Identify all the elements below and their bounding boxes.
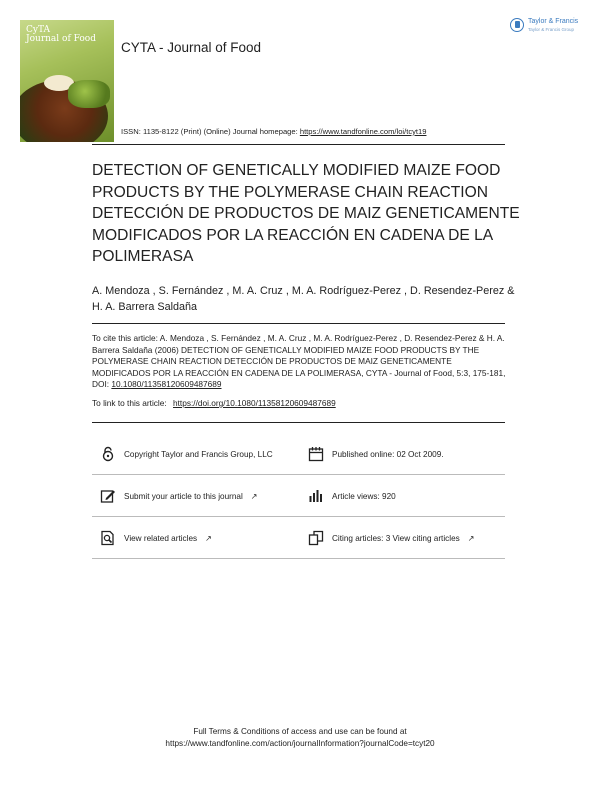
citation-block	[92, 333, 512, 391]
bar-chart-icon	[308, 488, 324, 504]
related-articles-row[interactable]	[100, 530, 212, 546]
copyright-row	[100, 446, 273, 462]
edit-icon	[100, 488, 116, 504]
journal-name[interactable]: CYTA - Journal of Food	[121, 40, 262, 55]
citation-icon	[308, 530, 324, 546]
article-authors: A. Mendoza , S. Fernández , M. A. Cruz , M. A. Rodríguez-Perez , D. Resendez-Perez & H. A. Barrera Saldaña	[92, 285, 515, 313]
publisher-logo-name: Taylor & Francis	[528, 18, 579, 25]
terms-footer-text: Full Terms & Conditions of access and use can be found at	[193, 727, 407, 736]
external-link-icon: ↗	[205, 533, 212, 543]
article-link-label: To link to this article:	[92, 398, 167, 408]
journal-homepage-link[interactable]: https://www.tandfonline.com/loi/tcyt19	[299, 127, 427, 136]
journal-cover-image[interactable]	[20, 20, 114, 142]
meta-divider	[92, 474, 505, 475]
terms-footer-link[interactable]: https://www.tandfonline.com/action/journalInformation?journalCode=tcyt20	[165, 739, 435, 748]
cover-title-line: Journal of Food	[26, 34, 96, 45]
citation-text: A. Mendoza , S. Fernández , M. A. Cruz , M. A. Rodríguez-Perez , D. Resendez-Perez & H. A. Barrera Saldaña (2006) DETECTION OF GENETICALLY MODIFIED MAIZE FOOD PRODUCTS BY THE POLYMERASE CHAIN REACTION DETECCIÓN DE PRODUCTOS DE MAIZ GENETICAMENTE MODIFICADOS POR LA REACCIÓN EN CADENA DE LA POLIMERASA, CYTA - Journal of Food, 5:3, 175-181, DOI:	[92, 333, 506, 389]
related-articles-link[interactable]: View related articles	[124, 533, 198, 543]
publisher-logo[interactable]	[510, 16, 586, 38]
submit-article-row[interactable]	[100, 488, 257, 504]
issn-line	[121, 127, 426, 136]
external-link-icon: ↗	[250, 491, 258, 501]
citing-articles-row[interactable]	[308, 530, 474, 546]
issn-text: ISSN: 1135-8122 (Print) (Online) Journal homepage:	[121, 127, 298, 136]
padlock-icon	[100, 446, 116, 462]
publisher-logo-group: Taylor & Francis Group	[528, 27, 575, 32]
cover-food-greens	[68, 80, 110, 108]
article-link-row	[92, 398, 336, 408]
submit-article-link[interactable]: Submit your article to this journal	[124, 491, 243, 501]
publisher-logo-icon	[510, 18, 524, 32]
cover-title	[26, 26, 96, 45]
calendar-icon	[308, 446, 324, 462]
citation-divider	[92, 422, 505, 423]
copyright-text: Copyright Taylor and Francis Group, LLC	[124, 449, 273, 459]
citation-label: To cite this article:	[92, 333, 158, 343]
citing-articles-link[interactable]: Citing articles: 3 View citing articles	[332, 533, 460, 543]
authors-divider	[92, 323, 505, 324]
article-views-text: Article views: 920	[332, 491, 396, 501]
cover-title-line: CyTA	[26, 25, 50, 35]
search-document-icon	[100, 530, 116, 546]
terms-footer	[0, 726, 600, 750]
header-divider	[92, 144, 505, 145]
meta-divider	[92, 516, 505, 517]
external-link-icon: ↗	[467, 533, 475, 543]
citation-doi-link[interactable]: 10.1080/11358120609487689	[111, 379, 222, 389]
article-title: DETECTION OF GENETICALLY MODIFIED MAIZE FOOD PRODUCTS BY THE POLYMERASE CHAIN REACTION DETECCIÓN DE PRODUCTOS DE MAIZ GENETICAMENTE MODIFICADOS POR LA REACCIÓN EN CADENA DE LA POLIMERASA	[92, 162, 520, 265]
article-doi-link[interactable]: https://doi.org/10.1080/11358120609487689	[173, 398, 336, 408]
published-date-text: Published online: 02 Oct 2009.	[332, 449, 444, 459]
article-views-row	[308, 488, 396, 504]
meta-divider	[92, 558, 505, 559]
published-row	[308, 446, 444, 462]
